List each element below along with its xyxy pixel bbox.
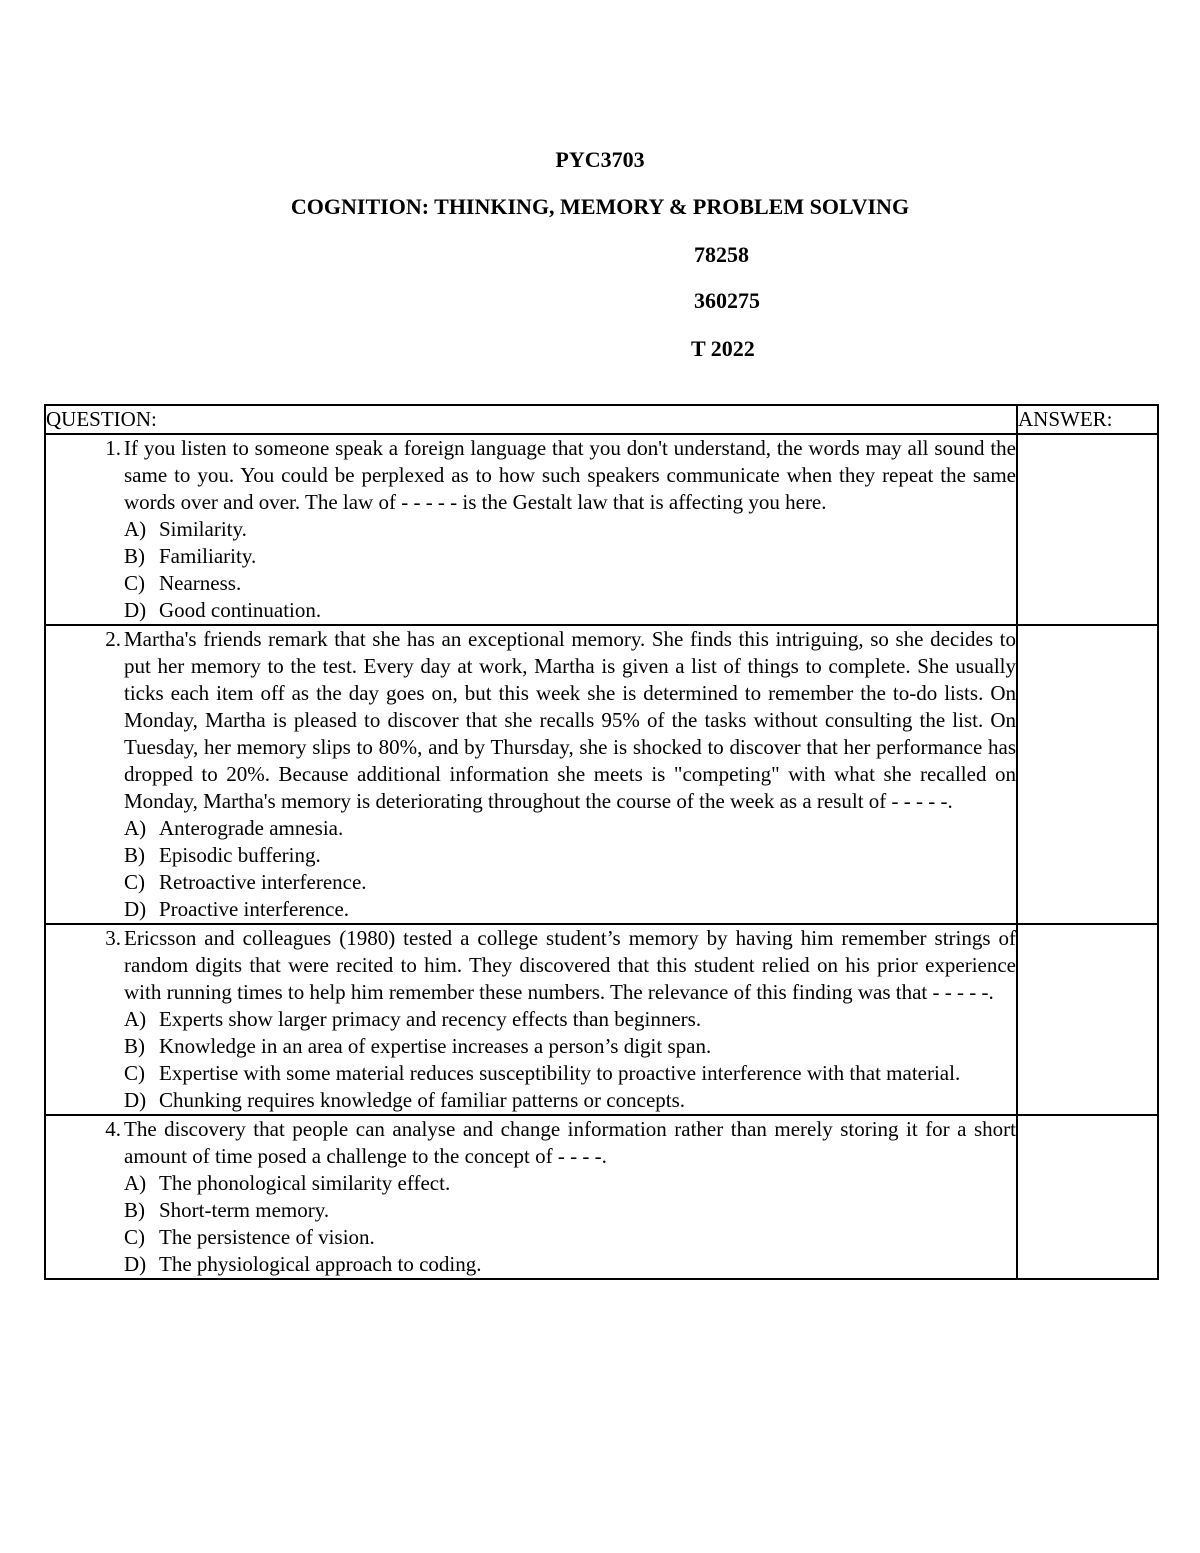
- option: C) The persistence of vision.: [124, 1225, 375, 1249]
- option: A) Similarity.: [124, 517, 247, 541]
- option: D) The physiological approach to coding.: [124, 1252, 482, 1276]
- question-text: If you listen to someone speak a foreign language that you don't understand, the words may all sound the same to you. You could be perplexed as to how such speakers communicate when they repeat the same words over and over. The law of - - - - - is the Gestalt law that is affecting you here.: [124, 436, 1016, 514]
- option: B) Familiarity.: [124, 544, 257, 568]
- question-number: 3.: [105, 926, 121, 950]
- question-text: Martha's friends remark that she has an exceptional memory. She finds this intriguing, so she decides to put her memory to the test. Every day at work, Martha is given a list of things to complete. She usually ticks each item off as the day goes on, but this week she is determined to remember the to-do lists. On Monday, Martha is pleased to discover that she recalls 95% of the tasks without consulting the list. On Tuesday, her memory slips to 80%, and by Thursday, she is shocked to discover that her performance has dropped to 20%. Because additional information she meets is "competing" with what she recalled on Monday, Martha's memory is deteriorating throughout the course of the week as a result of - - - - -.: [124, 627, 1016, 813]
- question-number: 2.: [105, 627, 121, 651]
- question-text: The discovery that people can analyse and change information rather than merely storing it for a short amount of time posed a challenge to the concept of - - - -.: [124, 1117, 1016, 1168]
- question-answer-table: [44, 404, 1159, 1280]
- table-row: [45, 625, 1158, 924]
- question-header: QUESTION:: [45, 405, 1017, 434]
- option: C) Expertise with some material reduces susceptibility to proactive interference with that material.: [124, 1061, 961, 1085]
- question-cell: [45, 625, 1017, 924]
- option: D) Good continuation.: [124, 598, 322, 622]
- partial-line-2: 360275: [694, 288, 760, 313]
- option: A) Anterograde amnesia.: [124, 816, 344, 840]
- course-title: COGNITION: THINKING, MEMORY & PROBLEM SOLVING: [290, 194, 910, 219]
- answer-cell[interactable]: [1017, 625, 1158, 924]
- question-number: 4.: [105, 1117, 121, 1141]
- table-row: [45, 434, 1158, 625]
- partial-line-3: T 2022: [691, 336, 755, 361]
- question-cell: [45, 434, 1017, 625]
- answer-cell[interactable]: [1017, 434, 1158, 625]
- option: A) Experts show larger primacy and recency effects than beginners.: [124, 1007, 702, 1031]
- option: B) Short-term memory.: [124, 1198, 330, 1222]
- option: D) Proactive interference.: [124, 897, 350, 921]
- answer-cell[interactable]: [1017, 1115, 1158, 1279]
- option: B) Knowledge in an area of expertise increases a person’s digit span.: [124, 1034, 712, 1058]
- question-number: 1.: [105, 436, 121, 460]
- question-text: Ericsson and colleagues (1980) tested a college student’s memory by having him remember strings of random digits that were recited to him. They discovered that this student relied on his prior experience with running times to help him remember these numbers. The relevance of this finding was that - - - - -.: [124, 926, 1016, 1004]
- question-cell: [45, 1115, 1017, 1279]
- course-code: PYC3703: [555, 147, 645, 172]
- answer-cell[interactable]: [1017, 924, 1158, 1115]
- option: B) Episodic buffering.: [124, 843, 321, 867]
- option: A) The phonological similarity effect.: [124, 1171, 451, 1195]
- option: C) Retroactive interference.: [124, 870, 367, 894]
- option: D) Chunking requires knowledge of familiar patterns or concepts.: [124, 1088, 686, 1112]
- table-row: [45, 1115, 1158, 1279]
- table-header-row: [45, 405, 1158, 434]
- option: C) Nearness.: [124, 571, 242, 595]
- question-cell: [45, 924, 1017, 1115]
- partial-line-1: 78258: [694, 242, 749, 267]
- answer-header: ANSWER:: [1017, 405, 1158, 434]
- table-row: [45, 924, 1158, 1115]
